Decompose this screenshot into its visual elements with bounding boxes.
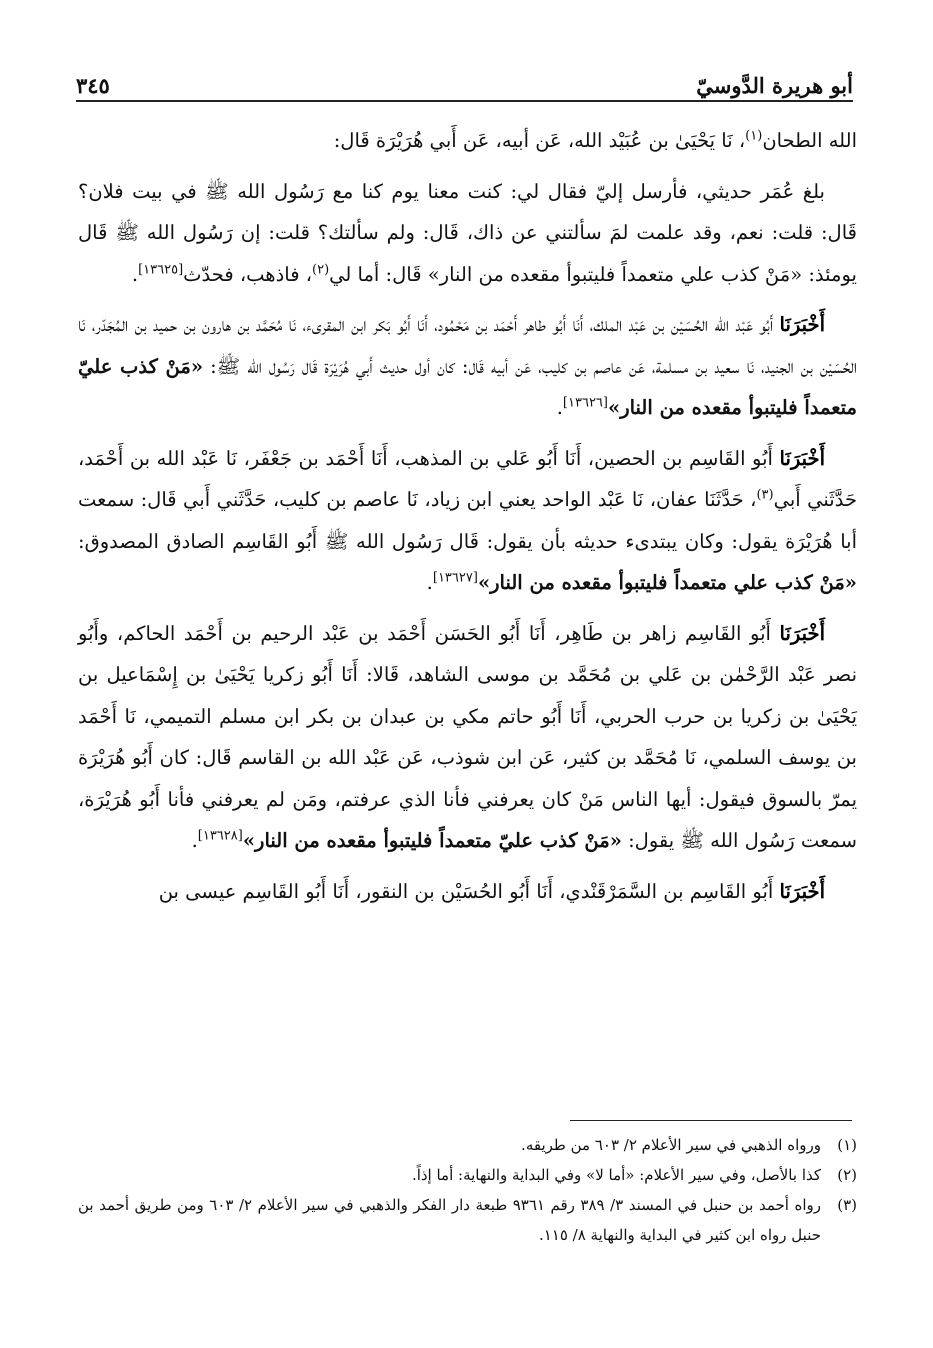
footnote [78,1130,857,1160]
header-rule [76,100,853,102]
paragraph-end: . [556,396,563,419]
hadith-number: [١٣٦٢٧] [432,570,478,586]
footnote-ref[interactable]: (٣) [756,487,774,503]
page-number: ٣٤٥ [76,73,110,98]
paragraph [78,120,857,162]
paragraph-end: . [426,571,433,594]
hadith-number: [١٣٦٢٦] [562,395,608,411]
main-text [78,120,857,921]
footnotes [78,1130,857,1250]
paragraph-text: أَبُو القَاسِم بن السَّمَرْقَنْدي، أَنَا أَبُو الحُسَيْن بن النقور، أَنَا أَبُو القَاسِم عيسى بن [158,879,780,903]
footnote-text: رواه أحمد بن حنبل في المسند ٣/ ٣٨٩ رقم ٩٣٦١ طبعة دار الفكر والذهبي في سير الأعلام ٢/ ٦٠٣ ومن طريق أحمد بن حنبل رواه ابن كثير في البداية والنهاية ٨/ ١١٥. [78,1196,821,1244]
paragraph [78,871,857,913]
page-header [76,50,853,98]
paragraph-end: . [131,262,139,286]
paragraph-text: أَبُو القَاسِم بن الحصين، أَنَا أَبُو عَلي بن المذهب، أَنَا أَحْمَد بن جَعْفَر، نَا عَبْد الله بن أَحْمَد، حَدَّثَني أَبي [78,446,857,511]
akhbarana-keyword: أَخْبَرَنَا [779,621,825,645]
paragraph-text: بلغ عُمَر حديثي، فأرسل إليّ فقال لي: كنت معنا يوم كنا مع رَسُول الله ﷺ في بيت فلان؟ قَال: قلت: نعم، وقد علمت لمَ سألتني عن ذاك، قَال: ولم سألتك؟ قلت: إن رَسُول الله ﷺ قَال يومئذ: «مَنْ كذب علي متعمداً فليتبوأ مقعده من النار» قَال: أما لي [78,179,857,286]
footnote-ref[interactable]: (١) [745,128,763,144]
footnote [78,1160,857,1190]
paragraph-end: . [191,829,198,852]
footnote-text: ورواه الذهبي في سير الأعلام ٢/ ٦٠٣ من طريقه. [521,1136,821,1154]
footnote-number: (٢) [837,1166,857,1184]
paragraph-text: أَبُو عَبْد الله الحُسَيْن بن عَبْد الملك، أَنَا أَبُو طاهر أَحْمَد بن مَحْمُود، أَنَا أَبُو بَكر ابن المقرىء، نَا مُحَمَّد بن هارون بن حميد بن المُجَدّر، نَا الحُسَيْن بن الجنيد، نَا سعيد بن مسلمة، عَن عاصم بن كليب، عَن أبيه قَال: كان أول حديث أَبي هُرَيْرَة قَال رَسُول الله ﷺ: [78,313,858,378]
paragraph [78,613,857,862]
hadith-quote: «مَنْ كذب عليّ متعمداً فليتبوأ مقعده من النار» [242,829,622,852]
paragraph [78,438,857,604]
running-title: أبو هريرة الدَّوسيّ [696,73,853,98]
hadith-number: [١٣٦٢٨] [197,828,243,844]
paragraph [78,304,857,429]
paragraph-text: ، نَا يَحْيَىٰ بن عُبَيْد الله، عَن أبيه، عَن أَبي هُرَيْرَة قَال: [333,129,746,152]
akhbarana-keyword: أَخْبَرَنَا [779,446,825,470]
paragraph-text: ، حَدَّثَنَا عفان، نَا عَبْد الواحد يعني ابن زياد، نَا عاصم بن كليب، حَدَّثَني أَبي قَال: سمعت أبا هُرَيْرَة يقول: وكان يبتدىء حديثه بأن يقول: قَال رَسُول الله ﷺ أَبُو القَاسِم الصادق المصدوق: [78,488,857,553]
paragraph [78,171,857,296]
hadith-number: [١٣٦٢٥] [138,262,184,277]
akhbarana-keyword: أَخْبَرَنَا [779,313,825,336]
hadith-quote: «مَنْ كذب عليّ متعمداً فليتبوأ مقعده من النار» [78,354,857,419]
footnote-divider [570,1120,852,1121]
hadith-quote: «مَنْ كذب علي متعمداً فليتبوأ مقعده من النار» [477,571,857,594]
footnote [78,1190,857,1250]
paragraph-text: ، فاذهب، فحدّث [183,262,313,286]
footnote-ref[interactable]: (٢) [312,262,330,277]
footnote-number: (١) [837,1136,857,1154]
paragraph-text: أَبُو القَاسِم زاهر بن طَاهِر، أَنَا أَبُو الحَسَن أَحْمَد بن عَبْد الرحيم بن أَحْمَد الحاكم، وأَبُو نصر عَبْد الرَّحْمٰن بن عَلي بن مُحَمَّد بن موسى الشاهد، قَالا: أَنَا أَبُو زكريا يَحْيَىٰ بن إِسْمَاعيل بن يَحْيَىٰ بن زكريا بن حرب الحربي، أَنَا أَبُو حاتم مكي بن عبدان بن بكر ابن مسلم التميمي، نَا أَحْمَد بن يوسف السلمي، نَا مُحَمَّد بن كثير، عَن ابن شوذب، عَن عَبْد الله بن القاسم قَال: كان أَبُو هُرَيْرَة يمرّ بالسوق فيقول: أيها الناس مَنْ كان يعرفني فأنا الذي عرفتم، ومَن لم يعرفني فأنا أَبُو هُرَيْرَة، سمعت رَسُول الله ﷺ يقول: [78,621,857,852]
paragraph-text: الله الطحان [762,129,857,152]
footnote-text: كذا بالأصل، وفي سير الأعلام: «أما لا» وفي البداية والنهاية: أما إذاً. [411,1166,821,1184]
akhbarana-keyword: أَخْبَرَنَا [779,879,825,903]
footnote-number: (٣) [837,1196,857,1214]
